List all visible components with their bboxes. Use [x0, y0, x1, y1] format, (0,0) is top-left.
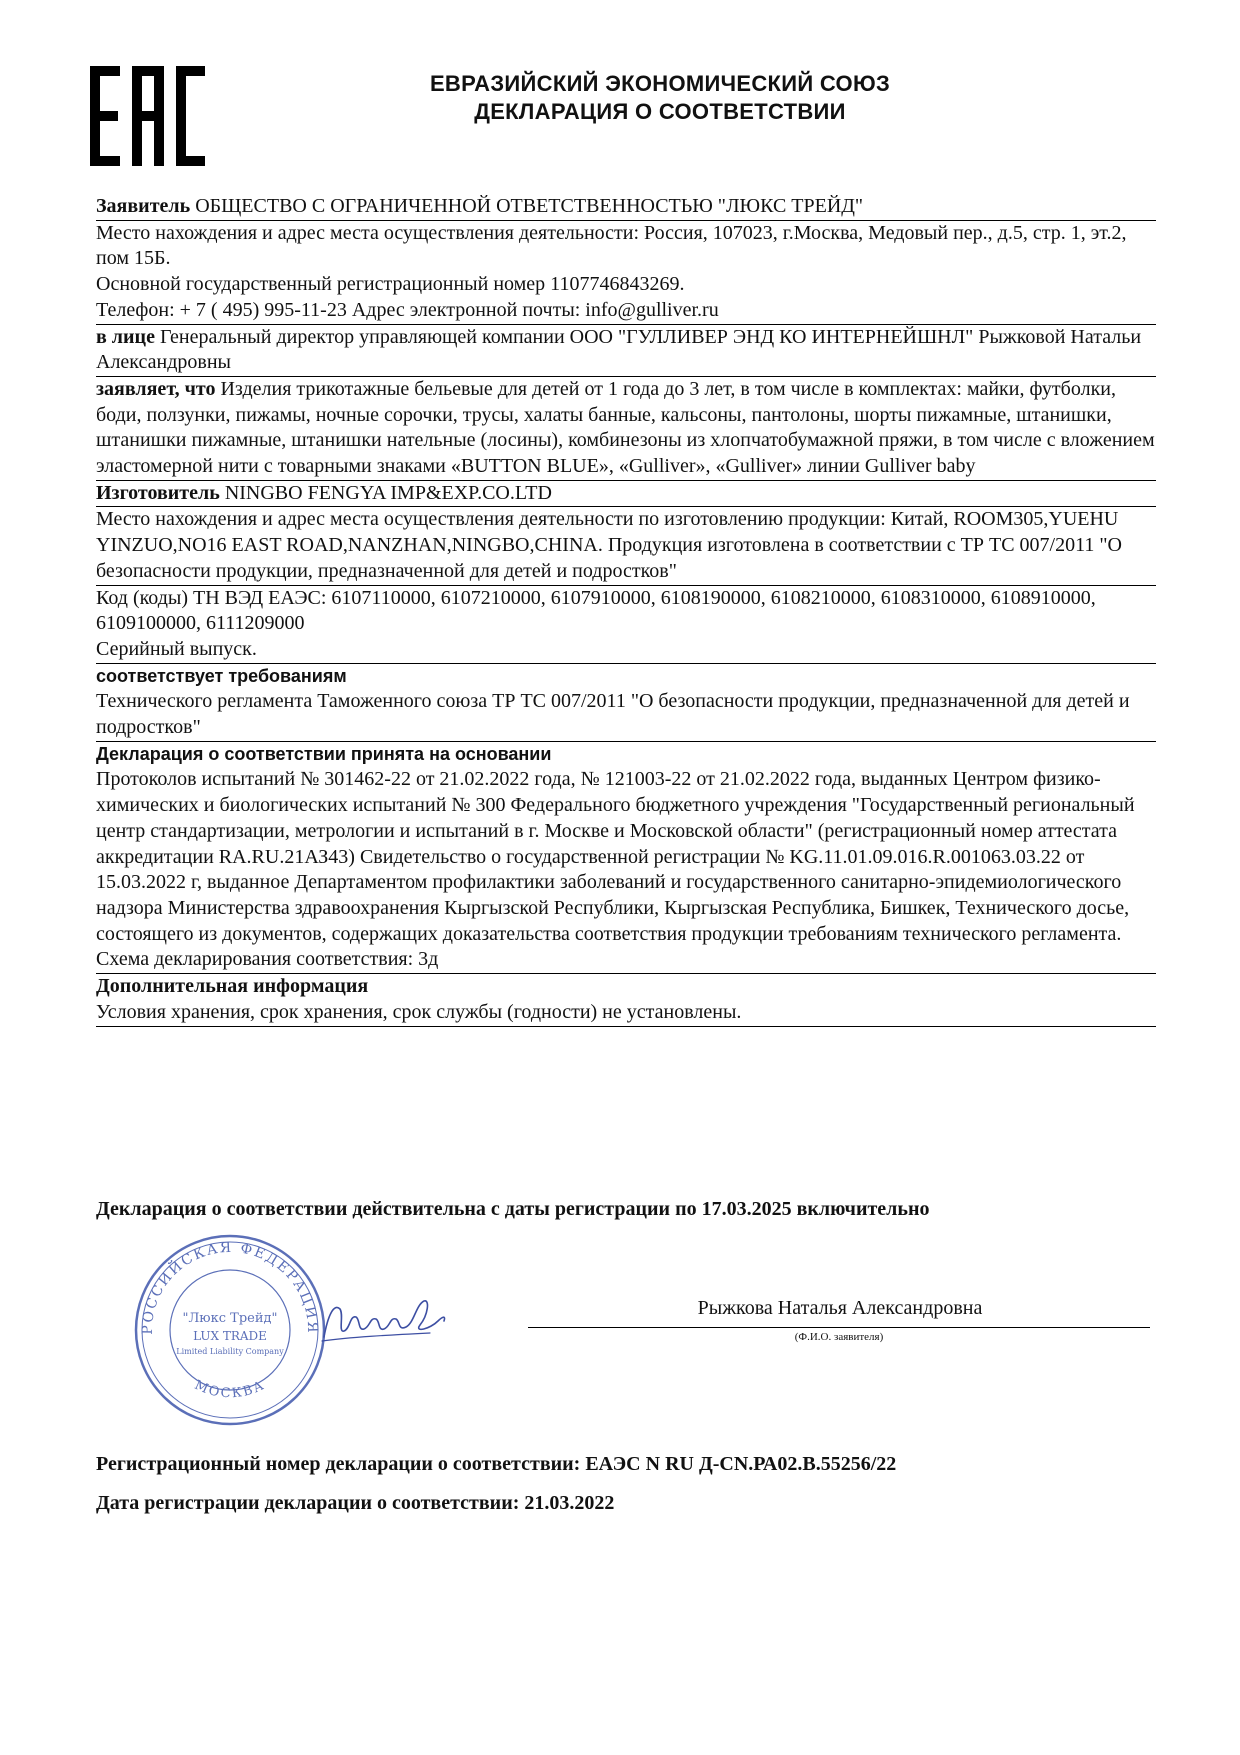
serial-release: Серийный выпуск. [96, 637, 257, 660]
applicant-name: ОБЩЕСТВО С ОГРАНИЧЕННОЙ ОТВЕТСТВЕННОСТЬЮ "ЛЮКС ТРЕЙД" [190, 195, 864, 217]
complies-label: соответствует требованиям [96, 665, 347, 686]
applicant-section [96, 194, 1156, 220]
title-line-declaration: ДЕКЛАРАЦИЯ О СООТВЕТСТВИИ [474, 99, 846, 124]
representative-section [96, 324, 1156, 376]
applicant-address: Место нахождения и адрес места осуществления деятельности: Россия, 107023, г.Москва, Медовый пер., д.5, стр. 1, эт.2, пом 15Б. [96, 221, 1127, 270]
stamp-ring-top: РОССИЙСКАЯ ФЕДЕРАЦИЯ [139, 1239, 321, 1335]
registration-date: Дата регистрации декларации о соответствии: 21.03.2022 [96, 1492, 615, 1514]
basis-section [96, 741, 1156, 973]
body-bottom-rule [96, 1026, 1156, 1027]
validity-statement: Декларация о соответствии действительна с даты регистрации по 17.03.2025 включительно [96, 1198, 930, 1220]
stamp-inner-name: "Люкс Трейд" [182, 1311, 278, 1326]
declaration-scheme: Схема декларирования соответствия: 3д [96, 948, 439, 971]
codes-section [96, 585, 1156, 663]
stamp-ring-bottom: МОСКВА [192, 1377, 268, 1402]
signature-line [528, 1327, 1150, 1328]
applicant-details [96, 220, 1156, 324]
additional-section [96, 973, 1156, 1025]
declares-text: Изделия трикотажные бельевые для детей от 1 года до 3 лет, в том числе в комплектах: майки, футболки, боди, ползунки, пижамы, ночные сорочки, трусы, халаты банные, кальсоны, пантолоны, шорты пижамные, штанишки, штанишки пижамные, штанишки нательные (лосины), комбинезоны из хлопчатобумажной пряжи, в том числе с вложением эластомерной нити с товарными знаками «BUTTON BLUE», «Gulliver», «Gulliver» линии Gulliver baby [96, 377, 1155, 478]
declares-label: заявляет, что [96, 377, 216, 400]
applicant-reg-number: Основной государственный регистрационный номер 1107746843269. [96, 273, 685, 296]
manufacturer-address: Место нахождения и адрес места осуществления деятельности по изготовлению продукции: Китай, ROOM305,YUEHU YINZUO,NO16 EAST ROAD,NANZHAN,NINGBO,CHINA. Продукция изготовлена в соответствии с ТР ТС 007/2011 "О безопасности продукции, предназначенной для детей и подростков" [96, 508, 1122, 582]
complies-section [96, 663, 1156, 741]
signer-name: Рыжкова Наталья Александровна [697, 1297, 983, 1319]
title-line-union: ЕВРАЗИЙСКИЙ ЭКОНОМИЧЕСКИЙ СОЮЗ [429, 71, 891, 96]
additional-text: Условия хранения, срок хранения, срок службы (годности) не установлены. [96, 1000, 742, 1023]
signature [320, 1285, 450, 1355]
representative-text: Генеральный директор управляющей компании ООО "ГУЛЛИВЕР ЭНД КО ИНТЕРНЕЙШНЛ" Рыжковой Натальи Александровны [96, 325, 1142, 374]
manufacturer-section [96, 480, 1156, 507]
manufacturer-details [96, 506, 1156, 584]
company-stamp [130, 1230, 330, 1430]
additional-label: Дополнительная информация [96, 975, 369, 998]
declaration-body [96, 194, 1156, 1027]
basis-text: Протоколов испытаний № 301462-22 от 21.02.2022 года, № 121003-22 от 21.02.2022 года, выданных Центром физико-химических и биологических испытаний № 300 Федерального бюджетного учреждения "Государственный региональный центр стандартизации, метрологии и испытаний в г. Москве и Московской области" (регистрационный номер аттестата аккредитации RA.RU.21АЗ43) Свидетельство о государственной регистрации № KG.11.01.09.016.R.001063.03.22 от 15.03.2022 г, выданное Департаментом профилактики заболеваний и государственного санитарно-эпидемиологического надзора Министерства здравоохранения Кыргызской Республики, Кыргызская Республика, Бишкек, Технического досье, состоящего из документов, содержащих доказательства соответствия продукции требованиям технического регламента. [96, 768, 1135, 945]
manufacturer-label: Изготовитель [96, 481, 220, 504]
eac-logo [90, 66, 205, 166]
registration-number: Регистрационный номер декларации о соответствии: ЕАЭС N RU Д-CN.РА02.В.55256/22 [96, 1453, 897, 1475]
manufacturer-name: NINGBO FENGYA IMP&EXP.CO.LTD [219, 481, 552, 504]
document-title [300, 70, 1020, 126]
svg-text:МОСКВА [192, 1378, 268, 1402]
stamp-inner-llc: Limited Liability Company [176, 1347, 284, 1356]
applicant-label: Заявитель [96, 195, 191, 217]
stamp-inner-latin: LUX TRADE [193, 1329, 267, 1343]
hs-codes: Код (коды) ТН ВЭД ЕАЭС: 6107110000, 6107210000, 6107910000, 6108190000, 6108210000, 6108310000, 6108910000, 6109100000, 6111209000 [96, 586, 1096, 635]
complies-text: Технического регламента Таможенного союза ТР ТС 007/2011 "О безопасности продукции, предназначенной для детей и подростков" [96, 690, 1130, 739]
declares-section [96, 376, 1156, 480]
basis-label: Декларация о соответствии принята на основании [96, 743, 552, 764]
signer-caption: (Ф.И.О. заявителя) [794, 1331, 884, 1343]
representative-label: в лице [96, 325, 155, 348]
applicant-contacts: Телефон: + 7 ( 495) 995-11-23 Адрес электронной почты: info@gulliver.ru [96, 298, 719, 321]
